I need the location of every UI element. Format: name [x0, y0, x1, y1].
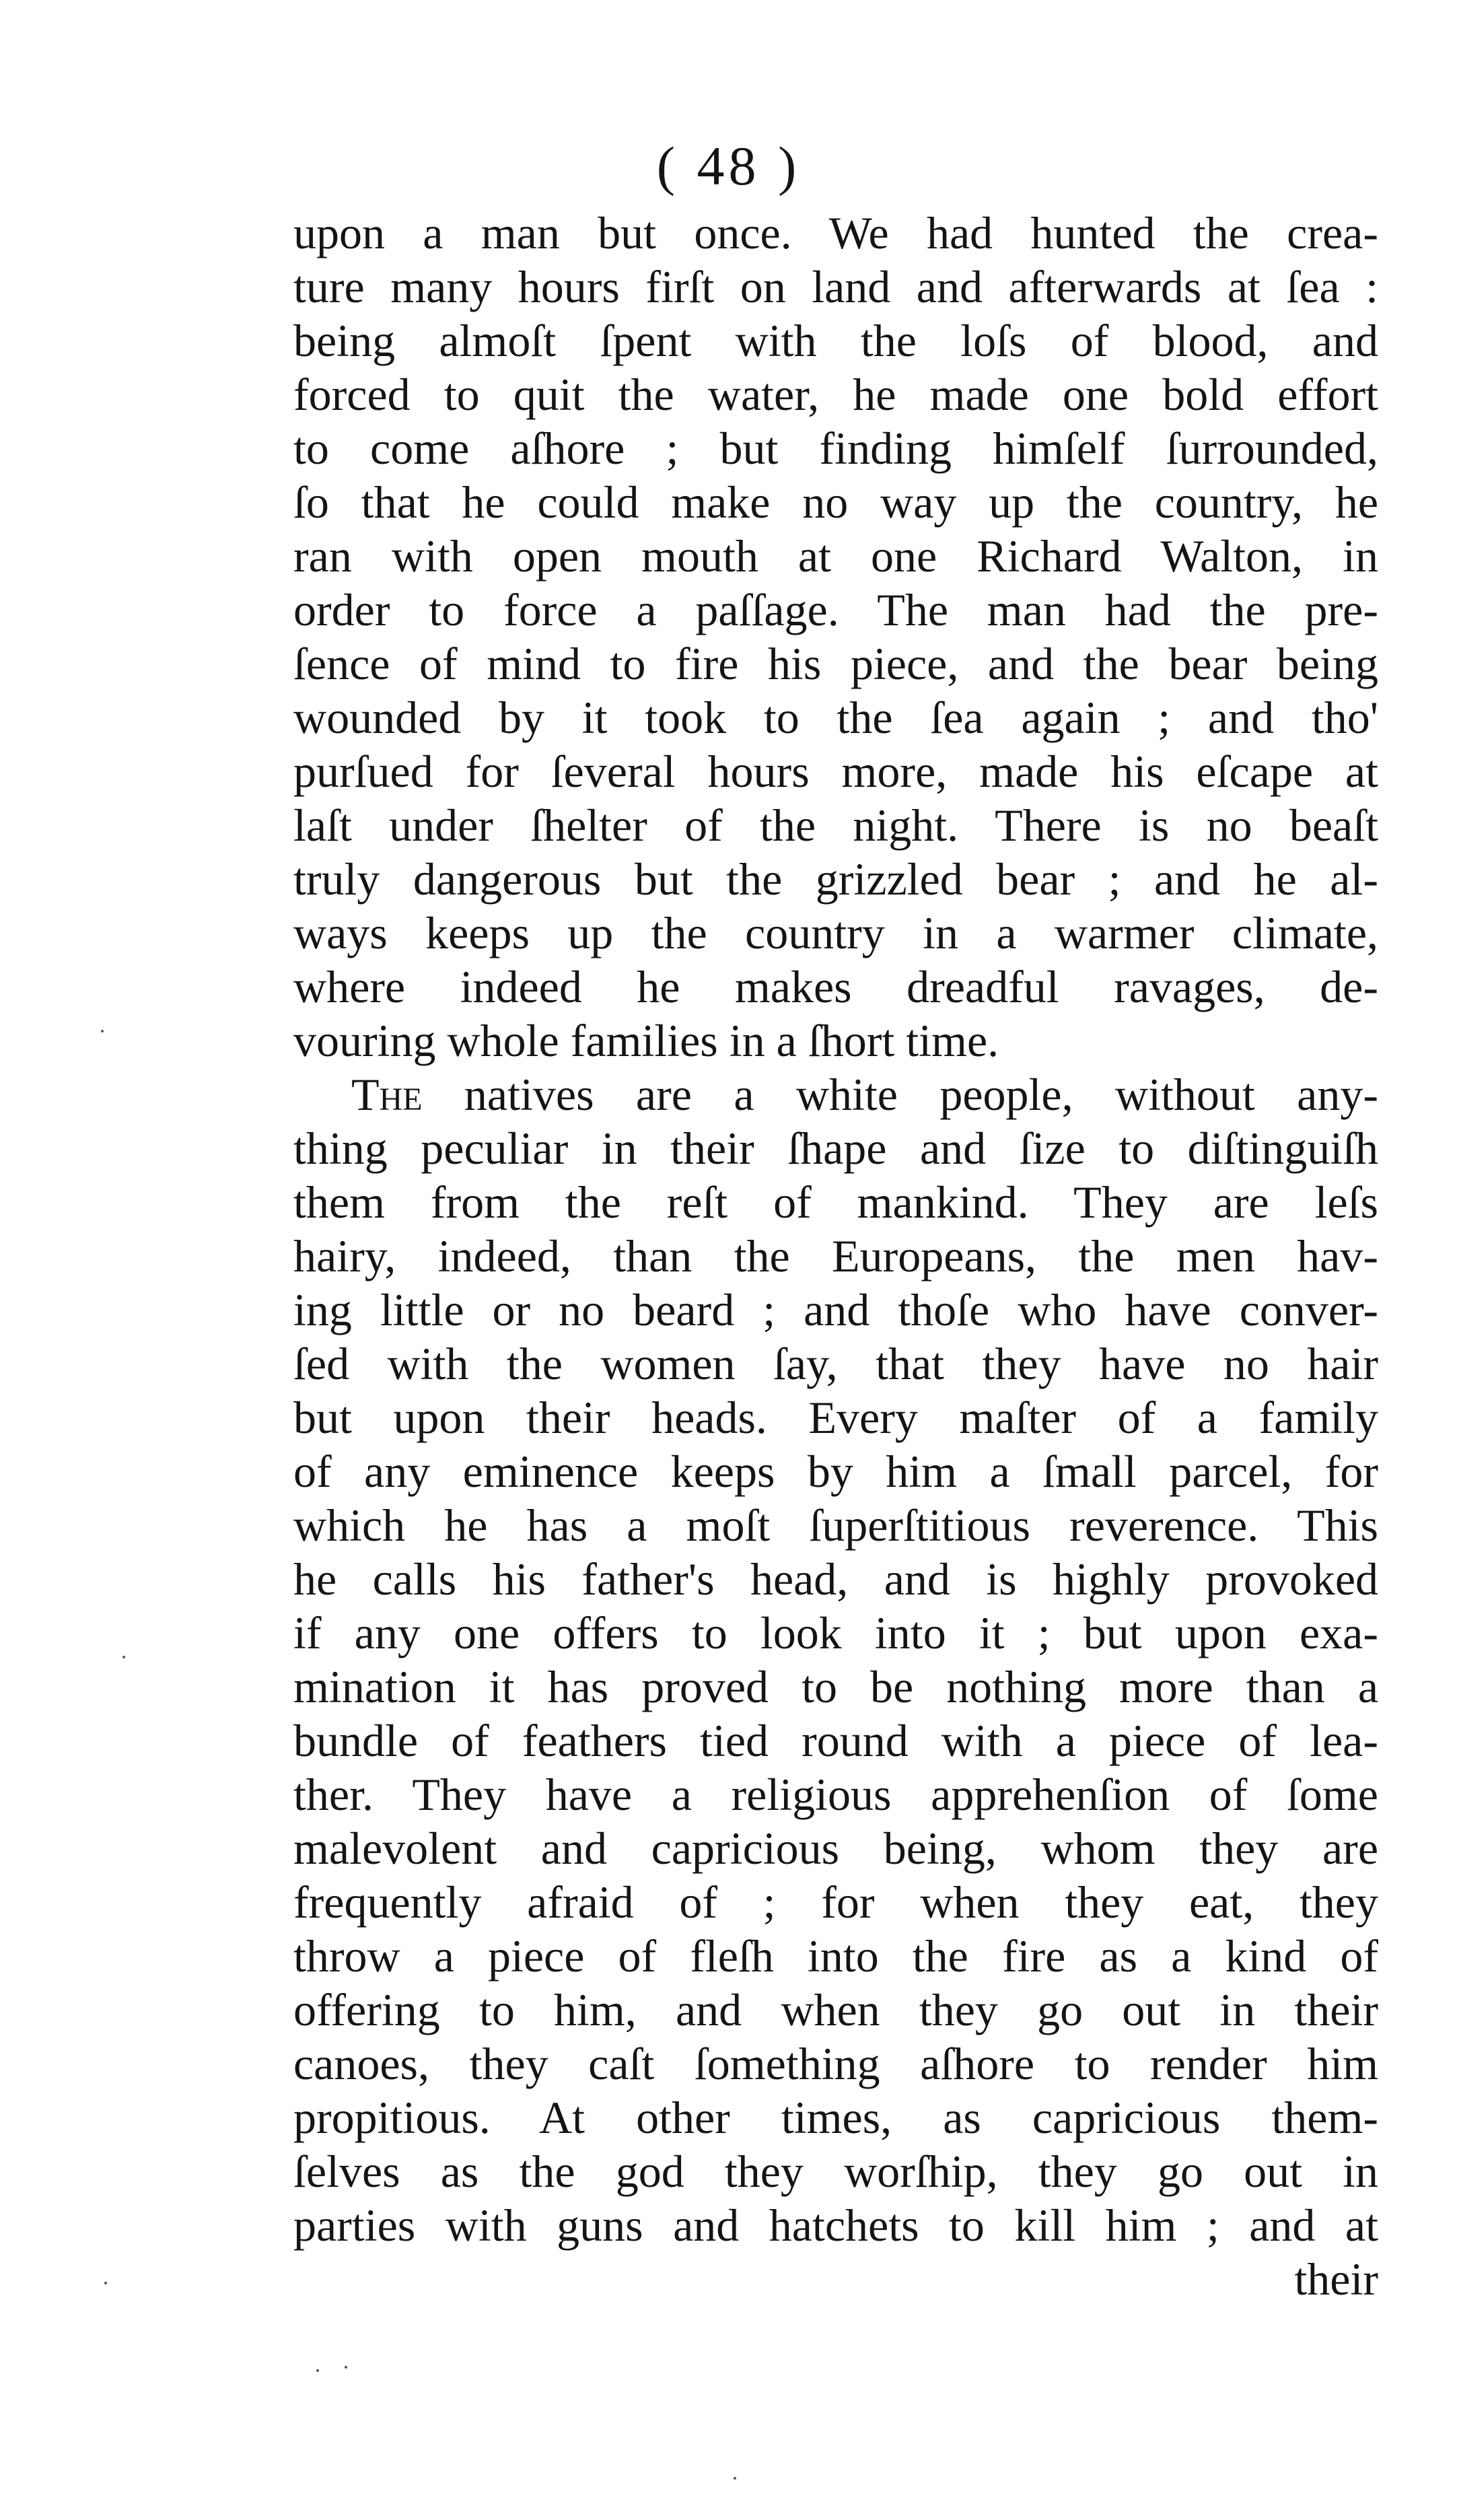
text-line: he calls his father's head, and is highly provoked: [293, 1553, 1378, 1605]
text-line: mination it has proved to be nothing more than a: [293, 1661, 1378, 1712]
text-line: ſo that he could make no way up the country, he: [293, 477, 1378, 528]
margin-speck: [345, 2366, 347, 2369]
text-line: ſelves as the god they worſhip, they go out in: [293, 2146, 1378, 2197]
text-line: if any one offers to look into it ; but upon exa-: [293, 1607, 1378, 1658]
margin-speck: [101, 1030, 104, 1032]
text-line: upon a man but once. We had hunted the crea-: [293, 207, 1378, 258]
text-line: laſt under ſhelter of the night. There is no beaſt: [293, 800, 1378, 851]
text-line: ways keeps up the country in a warmer climate,: [293, 907, 1378, 958]
text-line: them from the reſt of mankind. They are leſs: [293, 1177, 1378, 1228]
body-text: [293, 206, 1378, 2306]
page-number: ( 48 ): [656, 135, 801, 197]
text-line: frequently afraid of ; for when they eat, they: [293, 1877, 1378, 1928]
text-line: purſued for ſeveral hours more, made his eſcape at: [293, 746, 1378, 797]
paragraph-1: [293, 206, 1378, 1068]
text-line: offering to him, and when they go out in their: [293, 1984, 1378, 2035]
text-line: order to force a paſſage. The man had the pre-: [293, 584, 1378, 635]
text-line: canoes, they caſt ſomething aſhore to render him: [293, 2038, 1378, 2089]
margin-speck: [734, 2477, 736, 2480]
text-line: truly dangerous but the grizzled bear ; and he al-: [293, 853, 1378, 905]
paragraph-lead-word: The: [351, 1069, 423, 1120]
text-line: which he has a moſt ſuperſtitious reverence. This: [293, 1500, 1378, 1551]
text-line: propitious. At other times, as capricious them-: [293, 2092, 1378, 2143]
text-line: ther. They have a religious apprehenſion of ſome: [293, 1769, 1378, 1820]
text-line-opening: [293, 1068, 1378, 1121]
text-line: of any eminence keeps by him a ſmall parcel, for: [293, 1446, 1378, 1497]
margin-speck: [316, 2369, 319, 2372]
text-line: ſence of mind to fire his piece, and the bear being: [293, 638, 1378, 689]
paragraph-first-line-rest: natives are a white people, without any-: [422, 1069, 1378, 1120]
text-line: where indeed he makes dreadful ravages, de-: [293, 961, 1378, 1012]
text-line: throw a piece of fleſh into the fire as a kind of: [293, 1930, 1378, 1982]
text-line: hairy, indeed, than the Europeans, the men hav-: [293, 1230, 1378, 1282]
text-line: vouring whole families in a ſhort time.: [293, 1015, 999, 1066]
text-line: wounded by it took to the ſea again ; and tho': [293, 692, 1378, 743]
text-line: thing peculiar in their ſhape and ſize to diſtinguiſh: [293, 1123, 1378, 1174]
text-line: malevolent and capricious being, whom they are: [293, 1823, 1378, 1874]
text-line: but upon their heads. Every maſter of a family: [293, 1392, 1378, 1443]
text-line: forced to quit the water, he made one bold effort: [293, 369, 1378, 420]
text-line: ture many hours firſt on land and afterwards at ſea :: [293, 261, 1378, 312]
text-line: parties with guns and hatchets to kill him ; and at: [293, 2200, 1378, 2251]
margin-speck: [104, 2282, 107, 2284]
text-line: ing little or no beard ; and thoſe who have conver-: [293, 1284, 1378, 1335]
margin-speck: [122, 1656, 125, 1658]
text-line: bundle of feathers tied round with a piece of lea-: [293, 1715, 1378, 1766]
paragraph-2: [293, 1068, 1378, 2252]
text-line: being almoſt ſpent with the loſs of blood, and: [293, 315, 1378, 366]
text-line: to come aſhore ; but finding himſelf ſurrounded,: [293, 423, 1378, 474]
catchword: their: [1294, 2253, 1378, 2305]
text-line: ran with open mouth at one Richard Walton, in: [293, 530, 1378, 582]
text-line: ſed with the women ſay, that they have no hair: [293, 1338, 1378, 1389]
